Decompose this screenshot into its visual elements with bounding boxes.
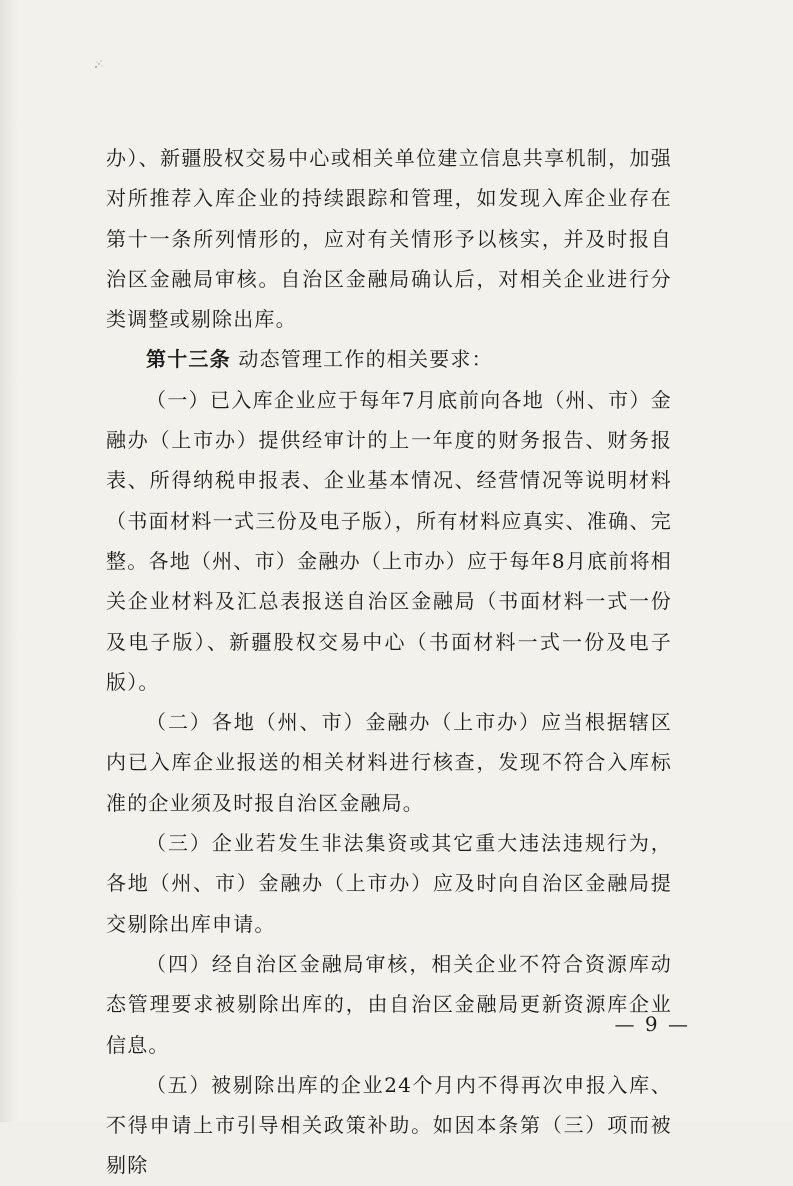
paragraph-item-1 [106,380,672,702]
paragraph-text: （五）被剔除出库的企业24个月内不得再次申报入库、不得申请上市引导相关政策补助。如因本条第（三）项而被剔除 [106,1072,672,1178]
article-title: 动态管理工作的相关要求： [230,347,493,372]
page-edge-shadow [0,0,18,1122]
paragraph-text: （三）企业若发生非法集资或其它重大违法违规行为，各地（州、市）金融办（上市办）应及时向自治区金融局提交剔除出库申请。 [106,831,672,936]
article-number: 第十三条 [146,347,231,372]
paragraph-text: （一）已入库企业应于每年7月底前向各地（州、市）金融办（上市办）提供经审计的上一年度的财务报告、财务报表、所得纳税申报表、企业基本情况、经营情况等说明材料（书面材料一式三份及电子版），所有材料应真实、准确、完整。各地（州、市）金融办（上市办）应于每年8月底前将相关企业材料及汇总表报送自治区金融局（书面材料一式一份及电子版）、新疆股权交易中心（书面材料一式一份及电子版）。 [106,387,672,694]
scan-speck-mark [92,58,106,72]
page-number: — 9 — [614,1012,690,1036]
paragraph-text: 办）、新疆股权交易中心或相关单位建立信息共享机制，加强对所推荐入库企业的持续跟踪和管理，如发现入库企业存在第十一条所列情形的，应对有关情形予以核实，并及时报自治区金融局审核。自治区金融局确认后，对相关企业进行分类调整或剔除出库。 [106,146,672,332]
paragraph-text: （二）各地（州、市）金融办（上市办）应当根据辖区内已入库企业报送的相关材料进行核查，发现不符合入库标准的企业须及时报自治区金融局。 [106,710,672,815]
paragraph-item-2 [106,702,672,823]
paragraph-item-3 [106,823,672,944]
paragraph-text: （四）经自治区金融局审核，相关企业不符合资源库动态管理要求被剔除出库的，由自治区金融局更新资源库企业信息。 [106,951,672,1057]
article-13-heading [106,339,672,379]
paragraph-continuation [106,138,672,339]
paragraph-item-5 [106,1065,672,1186]
paragraph-item-4 [106,944,672,1065]
